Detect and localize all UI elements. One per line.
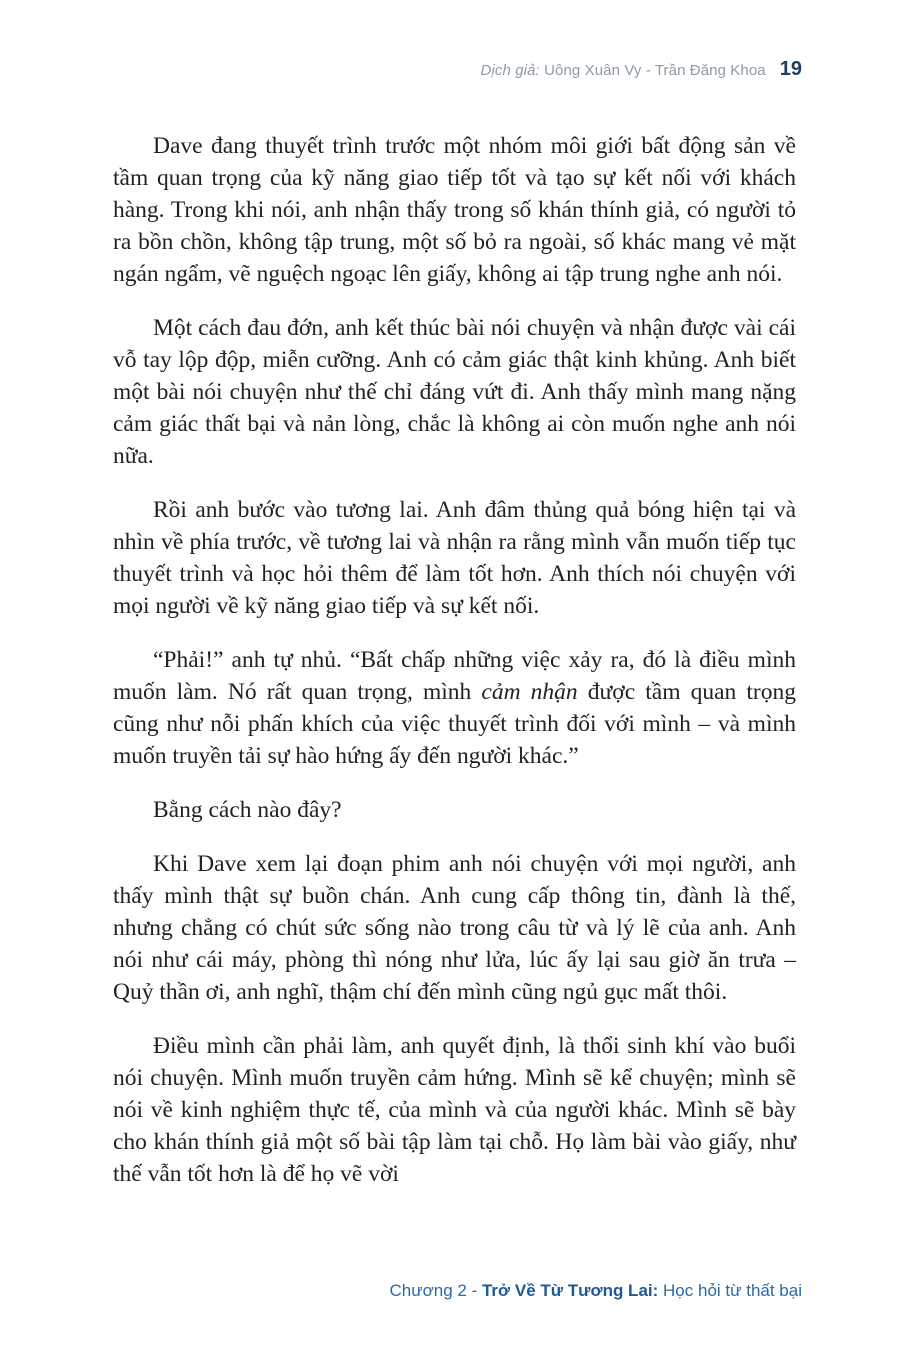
paragraph-4-emphasis: cảm nhận — [481, 679, 578, 705]
paragraph-2: Một cách đau đớn, anh kết thúc bài nói chuyện và nhận được vài cái vỗ tay lộp độp, miễn cưỡng. Anh có cảm giác thật kinh khủng. Anh biết một bài nói chuyện như thế chỉ đáng vứt đi. Anh thấy mình mang nặng cảm giác thất bại và nản lòng, chắc là không ai còn muốn nghe anh nói nữa. — [113, 315, 796, 469]
paragraph-4-start: “Phải!” anh tự nhủ. “Bất chấp những việc xảy ra, đó là điều mình muốn làm. Nó rất quan trọng, mình — [113, 647, 796, 705]
paragraph-5: Bằng cách nào đây? — [153, 797, 342, 823]
translator-names: Uông Xuân Vy - Trần Đăng Khoa — [544, 62, 766, 79]
paragraph-4-end: được tầm quan trọng cũng như nỗi phấn khích của việc thuyết trình đối với mình – và mình muốn truyền tải sự hào hứng ấy đến người khác.” — [113, 679, 796, 769]
page-footer — [390, 1281, 802, 1301]
paragraph-1: Dave đang thuyết trình trước một nhóm môi giới bất động sản về tầm quan trọng của kỹ năng giao tiếp tốt và tạo sự kết nối với khách hàng. Trong khi nói, anh nhận thấy trong số khán thính giả, có người tỏ ra bồn chồn, không tập trung, một số bỏ ra ngoài, số khác mang vẻ mặt ngán ngẩm, vẽ nguệch ngoạc lên giấy, không ai tập trung nghe anh nói. — [113, 133, 796, 287]
footer-subtitle: Học hỏi từ thất bại — [663, 1281, 802, 1300]
translator-credit — [481, 62, 766, 79]
paragraph-6: Khi Dave xem lại đoạn phim anh nói chuyện với mọi người, anh thấy mình thật sự buồn chán. Anh cung cấp thông tin, đành là thế, nhưng chẳng có chút sức sống nào trong câu từ và lý lẽ của anh. Anh nói như cái máy, phòng thì nóng như lửa, lúc ấy lại sau giờ ăn trưa – Quỷ thần ơi, anh nghĩ, thậm chí đến mình cũng ngủ gục mất thôi. — [113, 851, 796, 1005]
page-header — [481, 58, 802, 81]
translator-label: Dịch giả: — [480, 62, 540, 79]
page-number: 19 — [779, 58, 802, 80]
body-text — [113, 130, 796, 1190]
paragraph-7: Điều mình cần phải làm, anh quyết định, là thổi sinh khí vào buổi nói chuyện. Mình muốn truyền cảm hứng. Mình sẽ kể chuyện; mình sẽ nói về kinh nghiệm thực tế, của mình và của người khác. Mình sẽ bày cho khán thính giả một số bài tập làm tại chỗ. Họ làm bài vào giấy, như thế vẫn tốt hơn là để họ vẽ vời — [113, 1033, 796, 1187]
paragraph-3: Rồi anh bước vào tương lai. Anh đâm thủng quả bóng hiện tại và nhìn về phía trước, về tương lai và nhận ra rằng mình vẫn muốn tiếp tục thuyết trình và học hỏi thêm để làm tốt hơn. Anh thích nói chuyện với mọi người về kỹ năng giao tiếp và sự kết nối. — [113, 497, 796, 619]
paragraph-4 — [113, 644, 796, 772]
footer-chapter-title: Trở Về Từ Tương Lai: — [481, 1281, 659, 1300]
footer-chapter: Chương 2 - — [389, 1281, 478, 1300]
